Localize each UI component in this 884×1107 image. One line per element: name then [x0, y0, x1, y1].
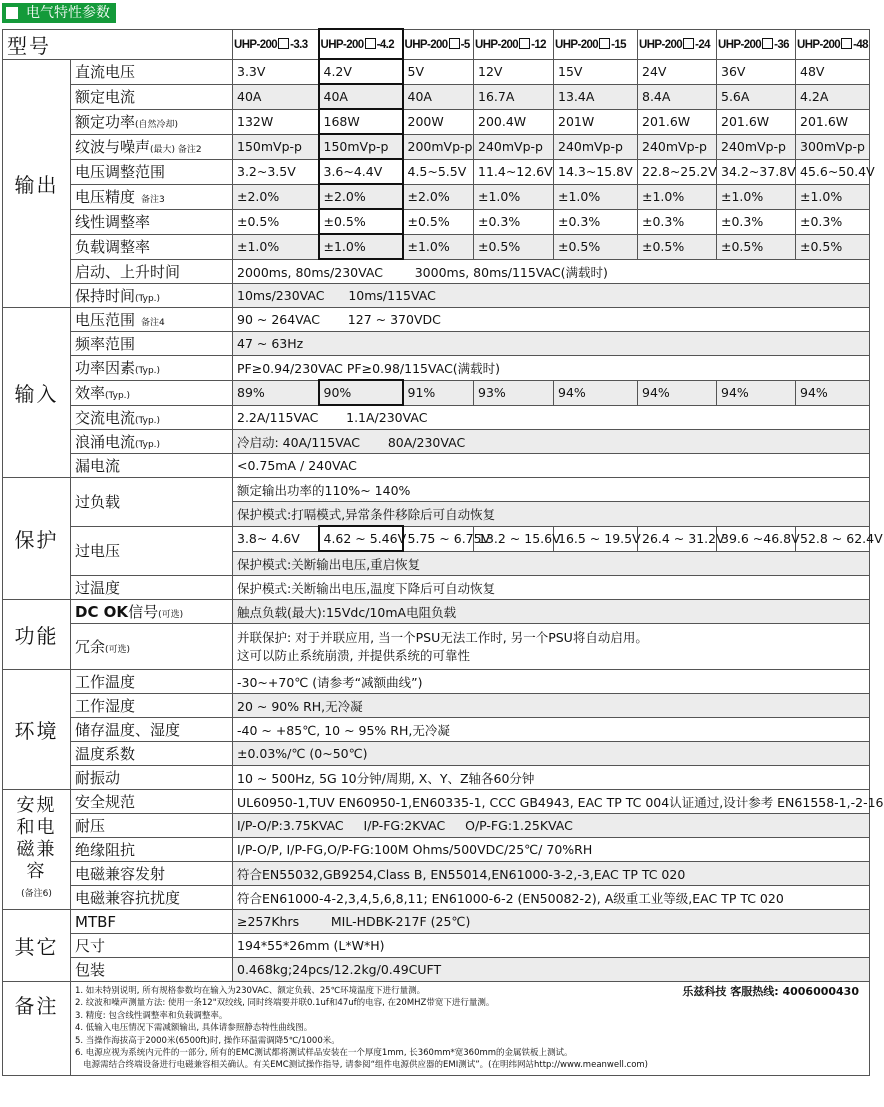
spec-cell: 4.2V	[319, 59, 403, 84]
spec-cell: ±2.0%	[403, 184, 474, 209]
value: 10 ~ 500Hz, 5G 10分钟/周期, X、Y、Z轴各60分钟	[233, 766, 870, 790]
spec-cell: 40A	[233, 84, 319, 109]
label: 尺寸	[71, 934, 233, 958]
row-line-reg	[3, 209, 870, 234]
value: I/P-O/P, I/P-FG,O/P-FG:100M Ohms/500VDC/25℃/ 70%RH	[233, 838, 870, 862]
model-header: UHP-200 -15	[554, 29, 638, 59]
spec-cell: 40A	[403, 84, 474, 109]
label: 耐压	[71, 814, 233, 838]
box-placeholder-icon	[841, 38, 852, 49]
value: 47 ~ 63Hz	[233, 332, 870, 356]
spec-cell: ±2.0%	[233, 184, 319, 209]
box-placeholder-icon	[449, 38, 460, 49]
spec-cell: 4.2A	[796, 84, 870, 109]
note-5: 5. 当操作海拔高于2000米(6500ft)时, 操作环温需调降5℃/1000米。	[75, 1035, 340, 1046]
spec-cell: 94%	[638, 380, 717, 405]
spec-cell: 3.3V	[233, 59, 319, 84]
row-setup-time	[3, 259, 870, 284]
spec-cell: ±2.0%	[319, 184, 403, 209]
spec-cell: 11.4~12.6V	[474, 159, 554, 184]
box-placeholder-icon	[762, 38, 773, 49]
section-title: 电气特性参数	[26, 5, 110, 21]
value: -40 ~ +85℃, 10 ~ 95% RH,无冷凝	[233, 718, 870, 742]
row-isolation	[3, 838, 870, 862]
value: 0.468kg;24pcs/12.2kg/0.49CUFT	[233, 958, 870, 982]
row-ripple	[3, 134, 870, 159]
row-over-temp	[3, 576, 870, 600]
label: 安全规范	[71, 790, 233, 814]
row-power-factor	[3, 356, 870, 381]
spec-cell: ±1.0%	[403, 234, 474, 259]
value: 2.2A/115VAC 1.1A/230VAC	[233, 405, 870, 430]
row-dimension	[3, 934, 870, 958]
spec-cell: 22.8~25.2V	[638, 159, 717, 184]
notes-text	[71, 982, 870, 1076]
spec-cell: 45.6~50.4V	[796, 159, 870, 184]
spec-cell: 94%	[796, 380, 870, 405]
value: <0.75mA / 240VAC	[233, 454, 870, 478]
spec-cell: ±1.0%	[474, 184, 554, 209]
value: 保护模式:关断输出电压,重启恢复	[233, 551, 870, 576]
category-environment: 环境	[3, 670, 71, 790]
spec-cell: 14.3~15.8V	[554, 159, 638, 184]
spec-cell: 240mVp-p	[474, 134, 554, 159]
value: 2000ms, 80ms/230VAC 3000ms, 80ms/115VAC(满载时)	[233, 259, 870, 284]
value: 10ms/230VAC 10ms/115VAC	[233, 284, 870, 308]
spec-cell: 201.6W	[796, 109, 870, 134]
label: 过温度	[71, 576, 233, 600]
spec-cell: 16.5 ~ 19.5V	[554, 526, 638, 551]
value: 额定输出功率的110%~ 140%	[233, 478, 870, 502]
label: 漏电流	[71, 454, 233, 478]
box-placeholder-icon	[278, 38, 289, 49]
row-safety-standards	[3, 790, 870, 814]
label: 电压调整范围	[71, 159, 233, 184]
label: 负载调整率	[71, 234, 233, 259]
note-2: 2. 纹波和噪声测量方法: 使用一条12"双绞线, 同时终端要并联0.1uf和47uf的电容, 在20MHZ带宽下进行量测。	[75, 998, 495, 1009]
label: 包装	[71, 958, 233, 982]
row-tolerance	[3, 184, 870, 209]
spec-cell: 132W	[233, 109, 319, 134]
model-header: UHP-200 -3.3	[233, 29, 319, 59]
spec-cell: 26.4 ~ 31.2V	[638, 526, 717, 551]
note-3: 3. 精度: 包含线性调整率和负载调整率。	[75, 1010, 228, 1021]
row-dc-voltage	[3, 59, 870, 84]
spec-cell: 3.8~ 4.6V	[233, 526, 319, 551]
label: DC OK信号(可选)	[71, 600, 233, 624]
value: 保护模式:关断输出电压,温度下降后可自动恢复	[233, 576, 870, 600]
header-row	[3, 29, 870, 59]
spec-cell: 40A	[319, 84, 403, 109]
spec-cell: 93%	[474, 380, 554, 405]
row-withstand	[3, 814, 870, 838]
label: 工作温度	[71, 670, 233, 694]
row-overload-1	[3, 478, 870, 502]
spec-cell: 240mVp-p	[638, 134, 717, 159]
label: 效率(Typ.)	[71, 380, 233, 405]
category-output: 输出	[3, 59, 71, 308]
label: 电压范围 备注4	[71, 308, 233, 332]
row-hold-time	[3, 284, 870, 308]
category-notes: 备注	[3, 982, 71, 1076]
label: MTBF	[71, 910, 233, 934]
spec-cell: 89%	[233, 380, 319, 405]
spec-cell: 240mVp-p	[554, 134, 638, 159]
spec-cell: ±0.3%	[717, 209, 796, 234]
spec-cell: 24V	[638, 59, 717, 84]
value: 触点负载(最大):15Vdc/10mA电阻负载	[233, 600, 870, 624]
row-adj-range	[3, 159, 870, 184]
spec-cell: ±1.0%	[796, 184, 870, 209]
spec-cell: 5.75 ~ 6.75V	[403, 526, 474, 551]
value: ≥257Khrs MIL-HDBK-217F (25℃)	[233, 910, 870, 934]
label: 功率因素(Typ.)	[71, 356, 233, 381]
label: 频率范围	[71, 332, 233, 356]
label: 冗余(可选)	[71, 624, 233, 670]
row-emc-emission	[3, 862, 870, 886]
spec-cell: 13.4A	[554, 84, 638, 109]
spec-cell: 201.6W	[717, 109, 796, 134]
spec-cell: 4.5~5.5V	[403, 159, 474, 184]
spec-cell: 12V	[474, 59, 554, 84]
row-voltage-range	[3, 308, 870, 332]
label: 线性调整率	[71, 209, 233, 234]
spec-cell: ±0.5%	[554, 234, 638, 259]
spec-cell: ±0.3%	[796, 209, 870, 234]
label: 保持时间(Typ.)	[71, 284, 233, 308]
value: 20 ~ 90% RH,无冷凝	[233, 694, 870, 718]
spec-cell: ±0.5%	[319, 209, 403, 234]
value: I/P-O/P:3.75KVAC I/P-FG:2KVAC O/P-FG:1.25KVAC	[233, 814, 870, 838]
spec-cell: ±0.3%	[554, 209, 638, 234]
model-header: UHP-200 -36	[717, 29, 796, 59]
label: 过电压	[71, 526, 233, 576]
spec-cell: ±0.5%	[717, 234, 796, 259]
spec-cell: 300mVp-p	[796, 134, 870, 159]
spec-cell: 240mVp-p	[717, 134, 796, 159]
value: 并联保护: 对于并联应用, 当一个PSU无法工作时, 另一个PSU将自动启用。 这可以防止系统崩溃, 并提供系统的可靠性	[233, 624, 870, 670]
spec-cell: 5.6A	[717, 84, 796, 109]
spec-cell: 200.4W	[474, 109, 554, 134]
label: 直流电压	[71, 59, 233, 84]
box-placeholder-icon	[519, 38, 530, 49]
spec-cell: 13.2 ~ 15.6V	[474, 526, 554, 551]
label: 工作湿度	[71, 694, 233, 718]
row-leakage	[3, 454, 870, 478]
label: 交流电流(Typ.)	[71, 405, 233, 430]
row-mtbf	[3, 910, 870, 934]
note-6: 6. 电源应视为系统内元件的一部分, 所有的EMC测试都将测试样品安装在一个厚度1mm, 长360mm*宽360mm的金属铁板上测试。	[75, 1048, 573, 1059]
spec-cell: 34.2~37.8V	[717, 159, 796, 184]
row-load-reg	[3, 234, 870, 259]
value: 保护模式:打嗝模式,异常条件移除后可自动恢复	[233, 502, 870, 527]
spec-cell: 39.6 ~46.8V	[717, 526, 796, 551]
label: 浪涌电流(Typ.)	[71, 430, 233, 454]
label: 过负载	[71, 478, 233, 527]
row-rated-power	[3, 109, 870, 134]
spec-cell: 150mVp-p	[319, 134, 403, 159]
category-protection: 保护	[3, 478, 71, 600]
row-temp-coeff	[3, 742, 870, 766]
value: 符合EN55032,GB9254,Class B, EN55014,EN61000-3-2,-3,EAC TP TC 020	[233, 862, 870, 886]
label: 额定功率(自然冷却)	[71, 109, 233, 134]
label: 温度系数	[71, 742, 233, 766]
row-working-humidity	[3, 694, 870, 718]
row-notes	[3, 982, 870, 1076]
spec-cell: ±0.5%	[474, 234, 554, 259]
value: 194*55*26mm (L*W*H)	[233, 934, 870, 958]
box-placeholder-icon	[683, 38, 694, 49]
spec-cell: ±1.0%	[233, 234, 319, 259]
spec-cell: ±1.0%	[554, 184, 638, 209]
spec-cell: ±1.0%	[638, 184, 717, 209]
spec-cell: 36V	[717, 59, 796, 84]
spec-cell: ±1.0%	[717, 184, 796, 209]
label: 电压精度 备注3	[71, 184, 233, 209]
model-header: UHP-200 -5	[403, 29, 474, 59]
spec-cell: ±1.0%	[319, 234, 403, 259]
value: PF≥0.94/230VAC PF≥0.98/115VAC(满载时)	[233, 356, 870, 381]
value: -30~+70℃ (请参考“减额曲线”)	[233, 670, 870, 694]
spec-cell: 3.2~3.5V	[233, 159, 319, 184]
label: 电磁兼容发射	[71, 862, 233, 886]
category-others: 其它	[3, 910, 71, 982]
category-function: 功能	[3, 600, 71, 670]
row-efficiency	[3, 380, 870, 405]
model-header: UHP-200 -48	[796, 29, 870, 59]
row-emc-immunity	[3, 886, 870, 910]
box-placeholder-icon	[599, 38, 610, 49]
spec-cell: 16.7A	[474, 84, 554, 109]
spec-cell: ±0.3%	[474, 209, 554, 234]
spec-cell: 4.62 ~ 5.46V	[319, 526, 403, 551]
box-placeholder-icon	[365, 38, 376, 49]
spec-cell: 91%	[403, 380, 474, 405]
row-packing	[3, 958, 870, 982]
spec-cell: 201W	[554, 109, 638, 134]
spec-cell: 201.6W	[638, 109, 717, 134]
spec-cell: 8.4A	[638, 84, 717, 109]
row-rated-current	[3, 84, 870, 109]
spec-cell: ±0.5%	[403, 209, 474, 234]
spec-cell: 168W	[319, 109, 403, 134]
spec-cell: ±0.5%	[796, 234, 870, 259]
label: 纹波与噪声(最大) 备注2	[71, 134, 233, 159]
spec-cell: 15V	[554, 59, 638, 84]
value: 冷启动: 40A/115VAC 80A/230VAC	[233, 430, 870, 454]
label: 启动、上升时间	[71, 259, 233, 284]
section-banner	[2, 3, 116, 23]
hotline: 乐兹科技 客服热线: 4006000430	[682, 985, 859, 998]
row-over-voltage	[3, 526, 870, 551]
spec-cell: 90%	[319, 380, 403, 405]
spec-cell: 52.8 ~ 62.4V	[796, 526, 870, 551]
value: UL60950-1,TUV EN60950-1,EN60335-1, CCC GB4943, EAC TP TC 004认证通过,设计参考 EN61558-1,-2-16	[233, 790, 870, 814]
spec-cell: 3.6~4.4V	[319, 159, 403, 184]
spec-cell: 94%	[717, 380, 796, 405]
spec-cell: 150mVp-p	[233, 134, 319, 159]
row-inrush	[3, 430, 870, 454]
value: 90 ~ 264VAC 127 ~ 370VDC	[233, 308, 870, 332]
value: ±0.03%/℃ (0~50℃)	[233, 742, 870, 766]
spec-cell: 48V	[796, 59, 870, 84]
model-header: UHP-200 -12	[474, 29, 554, 59]
note-4: 4. 低输入电压情况下需减额输出, 具体请参照静态特性曲线图。	[75, 1023, 313, 1034]
label: 额定电流	[71, 84, 233, 109]
square-icon	[6, 7, 18, 19]
label: 电磁兼容抗扰度	[71, 886, 233, 910]
spec-table	[2, 28, 884, 1076]
label: 绝缘阻抗	[71, 838, 233, 862]
value: 符合EN61000-4-2,3,4,5,6,8,11; EN61000-6-2 (EN50082-2), A级重工业等级,EAC TP TC 020	[233, 886, 870, 910]
category-input: 输入	[3, 308, 71, 478]
spec-cell: ±0.5%	[233, 209, 319, 234]
label: 耐振动	[71, 766, 233, 790]
model-label: 型号	[3, 29, 233, 59]
row-vibration	[3, 766, 870, 790]
row-freq-range	[3, 332, 870, 356]
category-safety: 安规和电磁兼容 (备注6)	[3, 790, 71, 910]
row-working-temp	[3, 670, 870, 694]
note-1: 1. 如未特别说明, 所有规格参数均在输入为230VAC、额定负载、25℃环境温度下进行量测。	[75, 986, 426, 996]
spec-cell: 200W	[403, 109, 474, 134]
spec-cell: 5V	[403, 59, 474, 84]
label: 储存温度、湿度	[71, 718, 233, 742]
model-header: UHP-200 -4.2	[319, 29, 403, 59]
row-ac-current	[3, 405, 870, 430]
spec-cell: ±0.5%	[638, 234, 717, 259]
model-header: UHP-200 -24	[638, 29, 717, 59]
row-redundancy	[3, 624, 870, 670]
row-storage	[3, 718, 870, 742]
row-dc-ok	[3, 600, 870, 624]
spec-cell: 200mVp-p	[403, 134, 474, 159]
spec-cell: ±0.3%	[638, 209, 717, 234]
note-6b: 电源需结合终端设备进行电磁兼容相关确认。有关EMC测试操作指导, 请参阅“组件电源供应器的EMI测试”。(在明纬网站http://www.meanwell.com)	[75, 1060, 648, 1071]
spec-cell: 94%	[554, 380, 638, 405]
